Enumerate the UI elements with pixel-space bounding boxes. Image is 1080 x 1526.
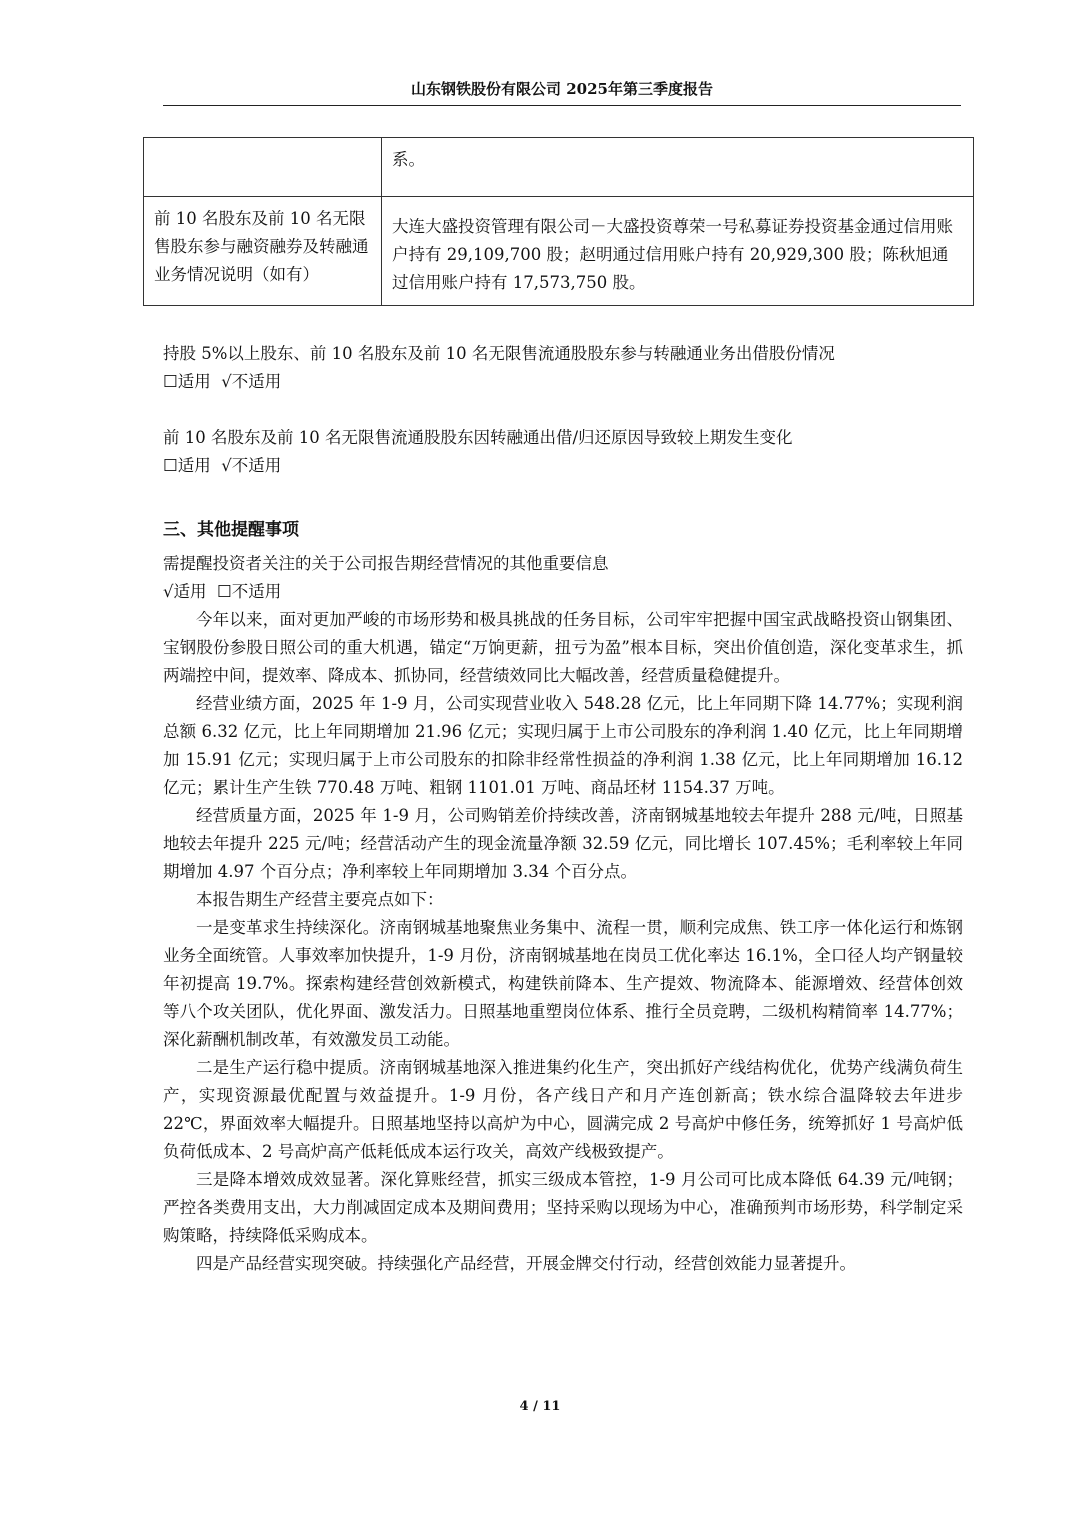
section-options: √适用 ☐不适用: [163, 582, 282, 601]
change-title: 前 10 名股东及前 10 名无限售流通股股东因转融通出借/归还原因导致较上期发生变化: [163, 428, 793, 447]
page-number: 4 / 11: [519, 1399, 561, 1414]
paragraph: 四是产品经营实现突破。持续强化产品经营，开展金牌交付行动，经营创效能力显著提升。: [196, 1254, 856, 1273]
section-other-reminders: [163, 516, 963, 1278]
paragraph: 本报告期生产经营主要亮点如下：: [196, 890, 444, 909]
lending-title: 持股 5%以上股东、前 10 名股东及前 10 名无限售流通股股东参与转融通业务出借股份情况: [163, 344, 835, 363]
report-header: 山东钢铁股份有限公司 2025年第三季度报告: [163, 78, 961, 106]
lending-section: [163, 340, 963, 396]
paragraph: 三是降本增效成效显著。深化算账经营，抓实三级成本管控，1-9 月公司可比成本降低 64.39 元/吨钢；严控各类费用支出，大力削减固定成本及期间费用；坚持采购以现场为中心，准确预判市场形势，科学制定采购策略，持续降低采购成本。: [163, 1170, 963, 1245]
shareholder-table: [143, 137, 974, 306]
paragraph: 今年以来，面对更加严峻的市场形势和极具挑战的任务目标，公司牢牢把握中国宝武战略投资山钢集团、宝钢股份参股日照公司的重大机遇，锚定“万饷更薪，扭亏为盈”根本目标，突出价值创造，深化变革求生，抓两端控中间，提效率、降成本、抓协同，经营绩效同比大幅改善，经营质量稳健提升。: [163, 610, 963, 685]
paragraph: 经营质量方面，2025 年 1-9 月，公司购销差价持续改善，济南钢城基地较去年提升 288 元/吨，日照基地较去年提升 225 元/吨；经营活动产生的现金流量净额 32.59 亿元，同比增长 107.45%；毛利率较上年同期增加 4.97 个百分点；净利率较上年同期增加 3.34 个百分点。: [163, 806, 963, 881]
section-heading: 三、其他提醒事项: [163, 520, 299, 540]
lending-options: ☐适用 √不适用: [163, 372, 282, 391]
table-row: [144, 197, 974, 306]
table-cell-value: 大连大盛投资管理有限公司－大盛投资尊荣一号私募证券投资基金通过信用账户持有 29,109,700 股；赵明通过信用账户持有 20,929,300 股；陈秋旭通过信用账户持有 17,573,750 股。: [382, 197, 974, 306]
table-cell-label: [144, 138, 382, 197]
paragraph: 二是生产运行稳中提质。济南钢城基地深入推进集约化生产，突出抓好产线结构优化，优势产线满负荷生产，实现资源最优配置与效益提升。1-9 月份，各产线日产和月产连创新高；铁水综合温降较去年进步 22℃，界面效率大幅提升。日照基地坚持以高炉为中心，圆满完成 2 号高炉中修任务，统筹抓好 1 号高炉低负荷低成本、2 号高炉高产低耗低成本运行攻关，高效产线极致提产。: [163, 1058, 963, 1161]
table-cell-label: 前 10 名股东及前 10 名无限售股东参与融资融券及转融通业务情况说明（如有）: [144, 197, 382, 306]
paragraph: 经营业绩方面，2025 年 1-9 月，公司实现营业收入 548.28 亿元，比上年同期下降 14.77%；实现利润总额 6.32 亿元，比上年同期增加 21.96 亿元；实现归属于上市公司股东的净利润 1.40 亿元，比上年同期增加 15.91 亿元；实现归属于上市公司股东的扣除非经常性损益的净利润 1.38 亿元，比上年同期增加 16.12 亿元；累计生产生铁 770.48 万吨、粗钢 1101.01 万吨、商品坯材 1154.37 万吨。: [163, 694, 963, 797]
change-options: ☐适用 √不适用: [163, 456, 282, 475]
table-cell-value: 系。: [382, 138, 974, 197]
section-intro: 需提醒投资者关注的关于公司报告期经营情况的其他重要信息: [163, 554, 609, 573]
paragraph: 一是变革求生持续深化。济南钢城基地聚焦业务集中、流程一贯，顺利完成焦、铁工序一体化运行和炼钢业务全面统管。人事效率加快提升，1-9 月份，济南钢城基地在岗员工优化率达 16.1%，全口径人均产钢量较年初提高 19.7%。探索构建经营创效新模式，构建铁前降本、生产提效、物流降本、能源增效、经营体创效等八个攻关团队，优化界面、激发活力。日照基地重塑岗位体系、推行全员竞聘，二级机构精简率 14.77%；深化薪酬机制改革，有效激发员工动能。: [163, 918, 963, 1049]
table-row: [144, 138, 974, 197]
change-section: [163, 424, 963, 480]
